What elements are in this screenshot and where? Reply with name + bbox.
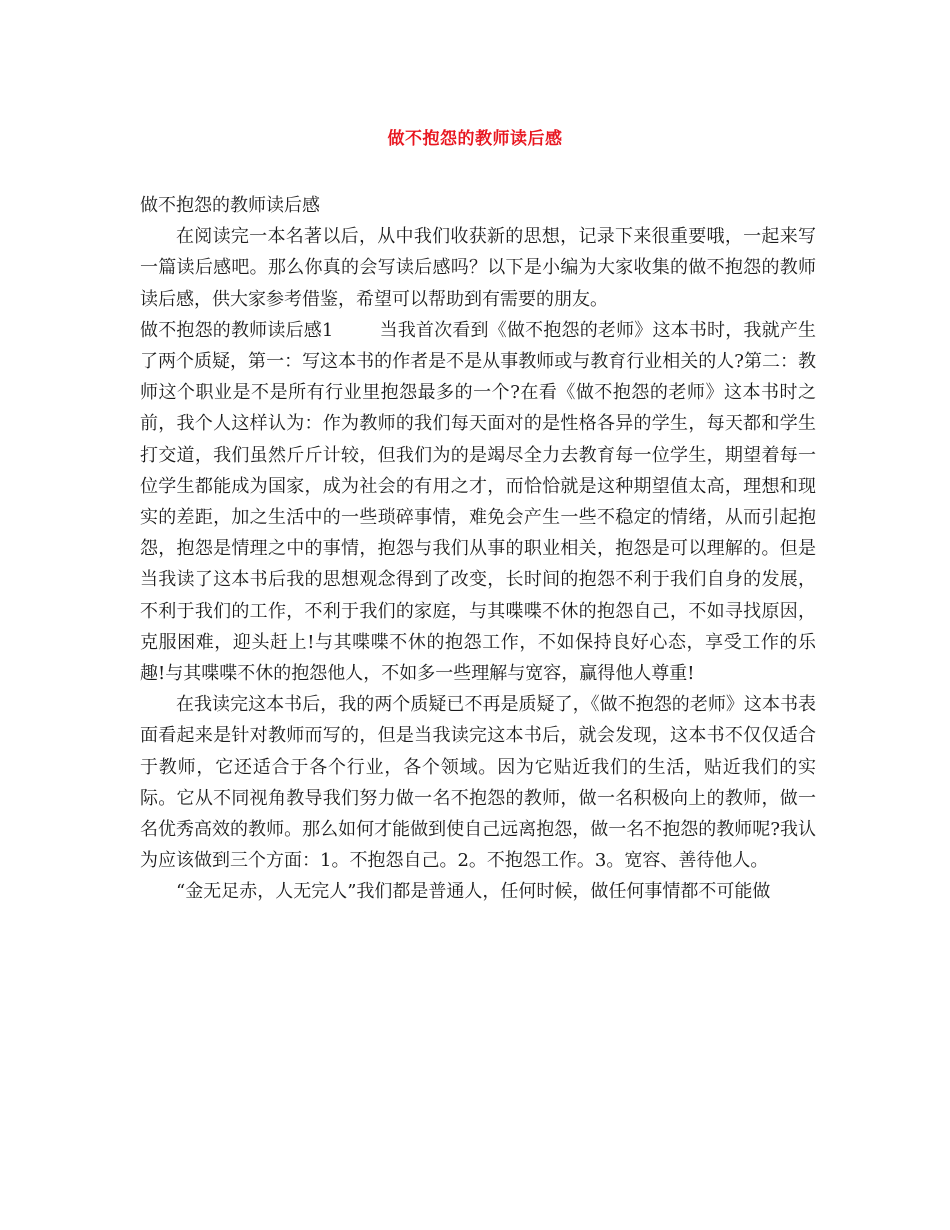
section-1-paragraph: [140, 315, 816, 689]
paragraph-2: 在我读完这本书后，我的两个质疑已不再是质疑了，《做不抱怨的老师》这本书表面看起来是针对教师而写的，但是当我读完这本书后，就会发现，这本书不仅仅适合于教师，它还适合于各个行业，各个领域。因为它贴近我们的生活，贴近我们的实际。它从不同视角教导我们努力做一名不抱怨的教师，做一名积极向上的教师，做一名优秀高效的教师。那么如何才能做到使自己远离抱怨，做一名不抱怨的教师呢?我认为应该做到三个方面：1。不抱怨自己。2。不抱怨工作。3。宽容、善待他人。: [140, 694, 816, 872]
paragraph-3: “金无足赤，人无完人”我们都是普通人，任何时候，做任何事情都不可能做: [176, 881, 771, 903]
section-1-heading: 做不抱怨的教师读后感1: [140, 319, 334, 341]
intro-paragraph: 在阅读完一本名著以后，从中我们收获新的思想，记录下来很重要哦，一起来写一篇读后感吧。那么你真的会写读后感吗？以下是小编为大家收集的做不抱怨的教师读后感，供大家参考借鉴，希望可以帮助到有需要的朋友。: [140, 226, 816, 310]
section-1-text: 当我首次看到《做不抱怨的老师》这本书时，我就产生了两个质疑，第一：写这本书的作者是不是从事教师或与教育行业相关的人?第二：教师这个职业是不是所有行业里抱怨最多的一个?在看《做不抱怨的老师》这本书时之前，我个人这样认为：作为教师的我们每天面对的是性格各异的学生，每天都和学生打交道，我们虽然斤斤计较，但我们为的是竭尽全力去教育每一位学生，期望着每一位学生都能成为国家，成为社会的有用之才，而恰恰就是这种期望值太高，理想和现实的差距，加之生活中的一些琐碎事情，难免会产生一些不稳定的情绪，从而引起抱怨，抱怨是情理之中的事情，抱怨与我们从事的职业相关，抱怨是可以理解的。但是当我读了这本书后我的思想观念得到了改变，长时间的抱怨不利于我们自身的发展，不利于我们的工作，不利于我们的家庭，与其喋喋不休的抱怨自己，不如寻找原因，克服困难，迎头赶上!与其喋喋不休的抱怨工作，不如保持良好心态，享受工作的乐趣!与其喋喋不休的抱怨他人，不如多一些理解与宽容，赢得他人尊重!: [140, 319, 817, 685]
document-body: [140, 190, 816, 908]
document-subtitle: 做不抱怨的教师读后感: [140, 195, 320, 216]
document-title: 做不抱怨的教师读后感: [387, 129, 563, 149]
